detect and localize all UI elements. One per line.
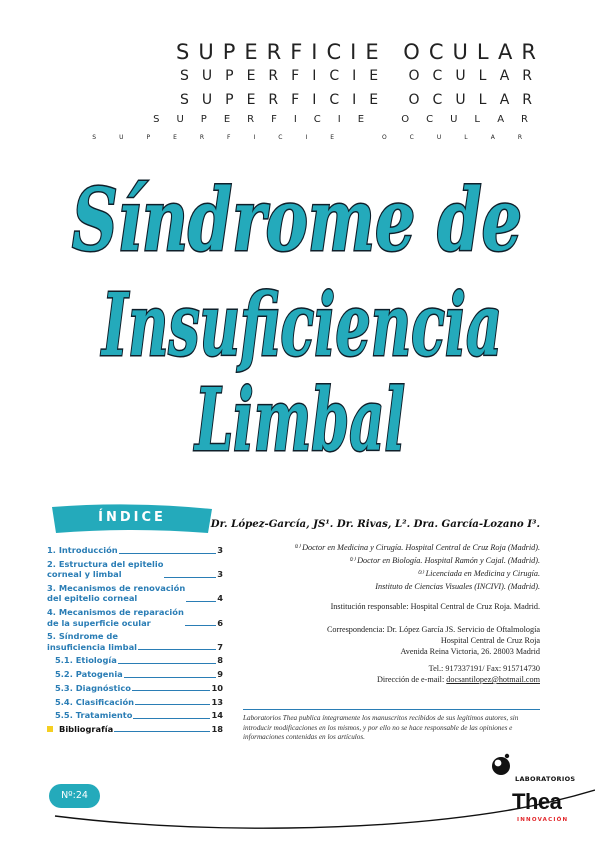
toc-item-label: 5.5. Tratamiento — [55, 710, 133, 721]
toc-item-label: 5.3. Diagnóstico — [55, 682, 131, 693]
toc-item-introduccion[interactable] — [47, 545, 223, 556]
index-heading: ÍNDICE — [98, 510, 166, 525]
toc-item-label: 5. Síndrome de insuficiencia limbal — [47, 631, 138, 652]
innovacion-tagline: INNOVACIÓN — [517, 817, 569, 823]
toc-leader — [119, 553, 217, 554]
author-affiliations — [210, 541, 540, 593]
toc-leader — [132, 690, 210, 691]
toc-item-label: 5.2. Patogenia — [55, 669, 123, 680]
issue-number-badge: Nº:24 — [49, 784, 100, 808]
toc-item-sindrome[interactable] — [47, 631, 223, 652]
toc-leader — [133, 718, 210, 719]
toc-page-number: 3 — [217, 569, 223, 580]
toc-item-etiologia[interactable] — [47, 655, 223, 666]
toc-leader — [118, 663, 216, 664]
toc-item-patogenia[interactable] — [47, 669, 223, 680]
thea-eye-logo-icon — [488, 752, 516, 778]
affiliation-line: ⁽²⁾ Doctor en Biología. Hospital Ramón y Cajal. (Madrid). — [348, 556, 540, 565]
main-title — [0, 150, 595, 480]
affiliation-line: ⁽¹⁾ Doctor en Medicina y Cirugía. Hospital Central de Cruz Roja (Madrid). — [293, 543, 540, 552]
laboratorios-label: LABORATORIOS — [515, 775, 576, 783]
index-header — [52, 503, 212, 533]
correspondence — [210, 624, 540, 685]
bullet-square-icon — [47, 726, 53, 732]
correspondence-line: Avenida Reina Victoria, 26. 28003 Madrid — [400, 647, 540, 656]
series-line-3: SUPERFICIE OCULAR — [180, 92, 545, 108]
divider — [243, 709, 540, 710]
toc-item-label: 4. Mecanismos de reparación de la superficie ocular — [47, 607, 184, 628]
toc-item-tratamiento[interactable] — [47, 710, 223, 721]
affiliation-line: Instituto de Ciencias Visuales (INCIVI). (Madrid). — [375, 582, 540, 591]
toc-page-number: 18 — [211, 723, 223, 734]
title-line-1: Síndrome de — [72, 170, 522, 271]
disclaimer: Laboratorios Thea publica íntegramente los manuscritos recibidos de sus legítimos autores, sin introducir modificaciones en los mismos, y por ello no se hace responsable de las opiniones e informaciones contenidas en los artículos. — [243, 714, 519, 741]
institution: Institución responsable: Hospital Central de Cruz Roja. Madrid. — [330, 602, 540, 611]
title-line-2: Insuficiencia — [100, 275, 502, 376]
series-line-5: SUPERFICIE OCULAR — [92, 134, 545, 141]
correspondence-line: Correspondencia: Dr. López García JS. Servicio de Oftalmología — [326, 625, 540, 634]
toc-leader — [124, 677, 216, 678]
table-of-contents — [47, 545, 223, 738]
toc-page-number: 10 — [211, 682, 223, 693]
toc-page-number: 4 — [217, 593, 223, 604]
toc-page-number: 7 — [217, 641, 223, 652]
correspondence-line: Hospital Central de Cruz Roja — [440, 636, 540, 645]
email-link[interactable]: docsantilopez@hotmail.com — [446, 675, 540, 684]
phone-fax: Tel.: 917337191/ Fax: 915714730 — [428, 664, 540, 673]
toc-item-diagnostico[interactable] — [47, 683, 223, 694]
toc-page-number: 13 — [211, 696, 223, 707]
toc-leader — [164, 577, 216, 578]
series-line-1: SUPERFICIE OCULAR — [176, 40, 545, 64]
toc-item-label: 3. Mecanismos de renovación del epitelio corneal — [47, 582, 186, 604]
toc-item-label: 2. Estructura del epitelio corneal y limbal — [47, 558, 164, 580]
toc-item-renovacion[interactable] — [47, 583, 223, 604]
toc-leader — [138, 649, 216, 650]
toc-page-number: 6 — [217, 617, 223, 628]
author-names: Dr. López-García, JS¹. Dr. Rivas, L². Dra. García-Lozano I³. — [210, 518, 540, 530]
toc-leader — [135, 704, 210, 705]
toc-page-number: 8 — [217, 655, 223, 666]
toc-item-label: 5.1. Etiología — [55, 655, 117, 666]
toc-page-number: 14 — [211, 710, 223, 721]
toc-item-label: Bibliografía — [59, 723, 114, 734]
thea-brand: Thea — [512, 789, 562, 814]
toc-item-bibliografia[interactable] — [47, 724, 223, 735]
toc-leader — [114, 731, 210, 732]
affiliation-line: ⁽³⁾ Licenciada en Medicina y Cirugía. — [417, 569, 540, 578]
toc-page-number: 3 — [217, 545, 223, 555]
title-line-3: Limbal — [193, 370, 405, 471]
toc-item-label: 1. Introducción — [47, 545, 118, 555]
email-line — [210, 674, 540, 685]
email-label: Dirección de e-mail: — [376, 675, 447, 684]
toc-item-label: 5.4. Clasificación — [55, 696, 135, 707]
toc-page-number: 9 — [217, 669, 223, 680]
series-line-4: SUPERFICIE OCULAR — [153, 114, 545, 125]
series-line-2: SUPERFICIE OCULAR — [180, 68, 545, 84]
toc-item-estructura[interactable] — [47, 559, 223, 580]
toc-item-reparacion[interactable] — [47, 607, 223, 628]
toc-item-clasificacion[interactable] — [47, 697, 223, 708]
